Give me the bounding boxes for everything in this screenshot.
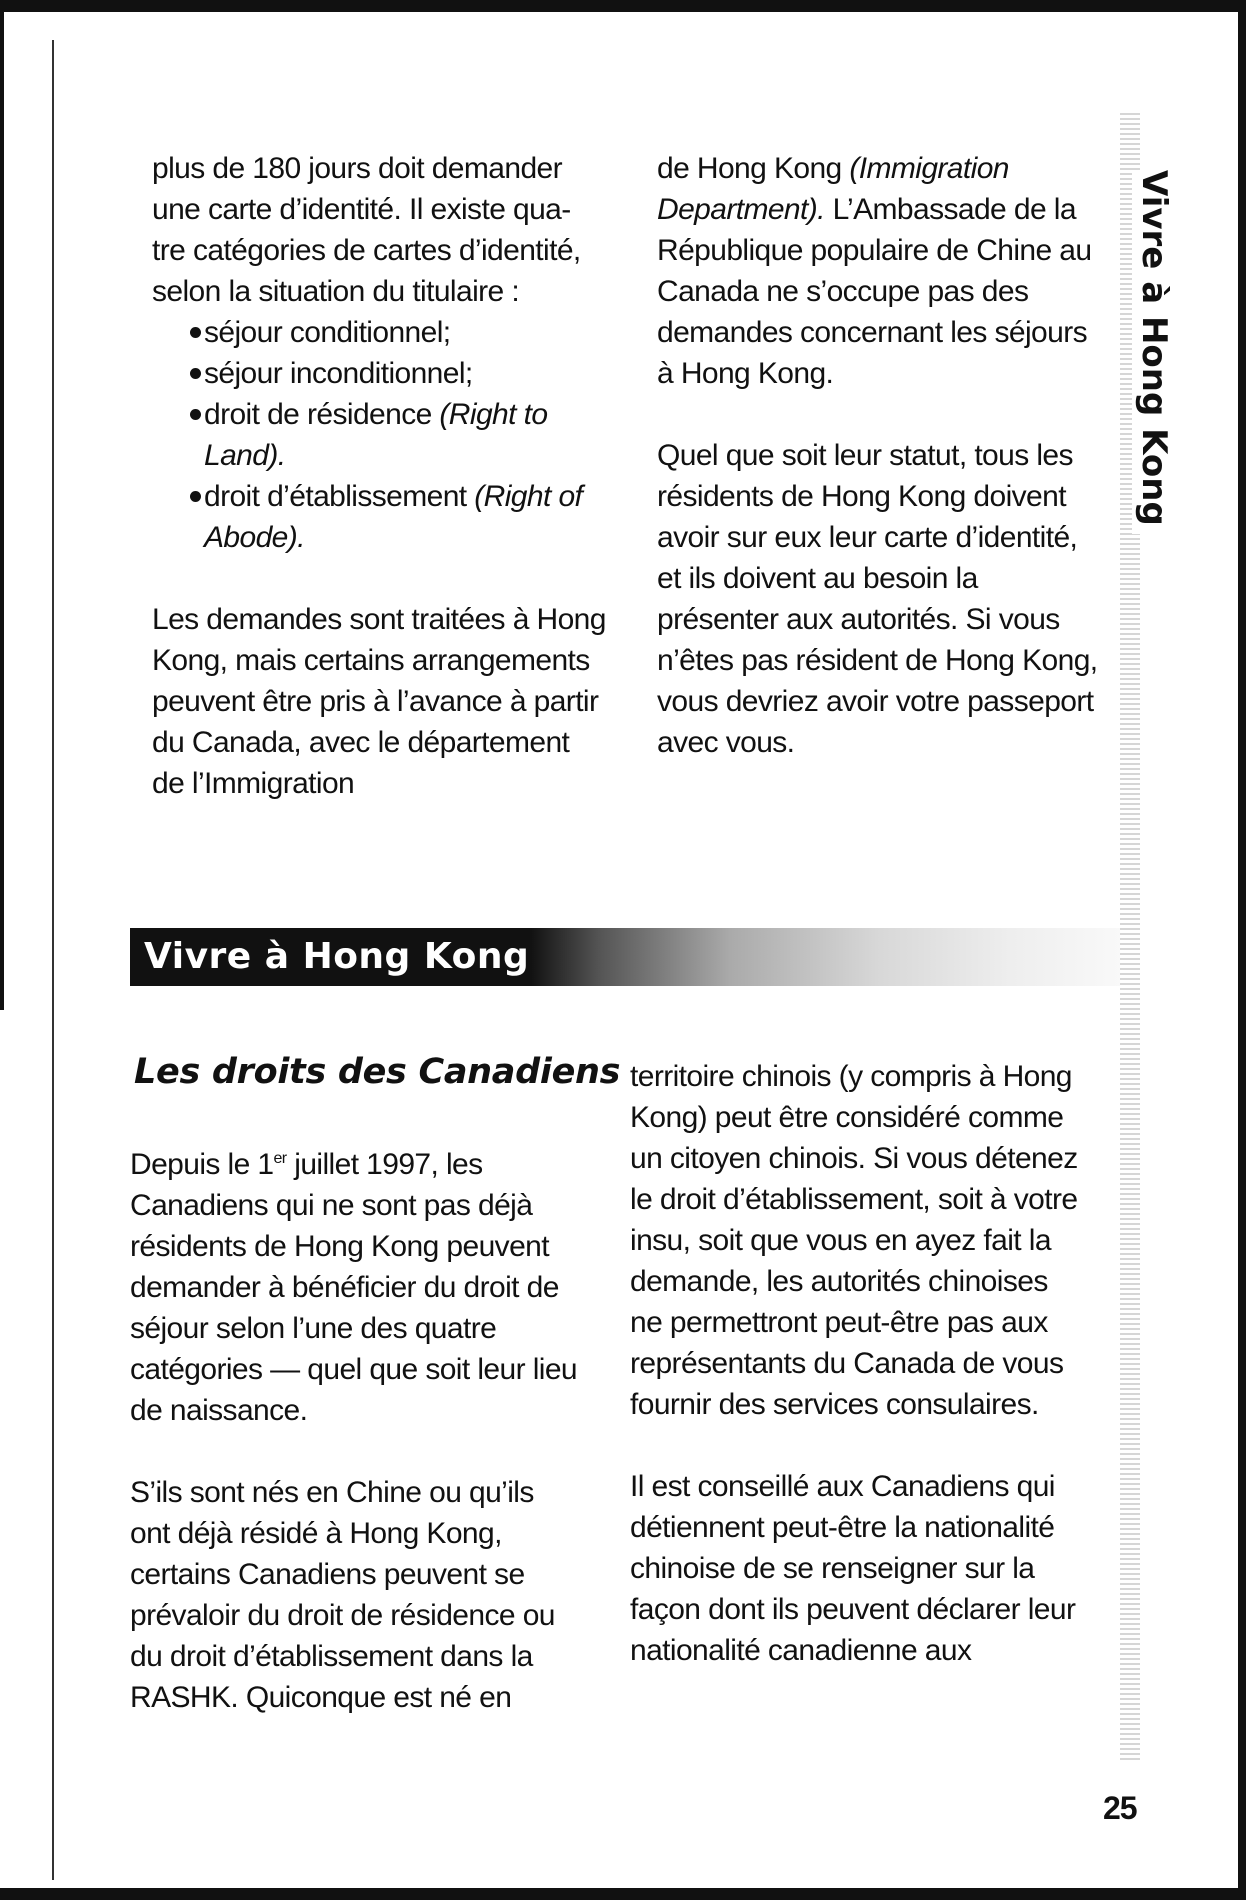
top-left-paragraph-2: Les demandes sont traitées à Hong Kong, mais certains arrangements peuvent être pris à l’avance à partir du Canada, avec le département de l’Immigration xyxy=(152,603,606,800)
bottom-left-paragraph-1: Depuis le 1er juillet 1997, les Canadiens qui ne sont pas déjà résidents de Hong Kong peuvent demander à bénéficier du droit de séjour selon l’une des quatre catégories — quel que soit leur lieu de naissance. xyxy=(130,1148,578,1427)
id-card-category-list xyxy=(152,312,607,558)
list-item: droit de résidence (Right to Land). xyxy=(152,394,607,476)
section-banner xyxy=(130,928,1130,986)
top-right-paragraph-1: de Hong Kong (Immigration Department). L’Ambassade de la République populaire de Chine au Canada ne s’occupe pas des demandes concernant les séjours à Hong Kong. xyxy=(657,152,1092,390)
scan-bottom-border xyxy=(0,1888,1246,1900)
scan-right-edge xyxy=(1238,0,1246,1900)
binding-gutter-line xyxy=(52,40,54,1880)
side-running-title: Vivre à Hong Kong xyxy=(1132,170,1176,534)
top-right-column xyxy=(657,148,1102,763)
banner-title: Vivre à Hong Kong xyxy=(144,936,530,977)
list-item: séjour inconditionnel; xyxy=(152,353,607,394)
section-heading: Les droits des Canadiens xyxy=(134,1052,621,1092)
top-left-intro: plus de 180 jours doit demander une carte d’identité. Il existe qua- tre catégories de cartes d’identité, selon la situation du titulaire : xyxy=(152,152,581,308)
bottom-right-paragraph-1: territoire chinois (y compris à Hong Kong) peut être considéré comme un citoyen chinois. Si vous détenez le droit d’établissement, soit à votre insu, soit que vous en ayez fait la demande, les autorités chinoises ne permettront peut-être pas aux représentants du Canada de vous fournir des services consulaires. xyxy=(630,1060,1078,1421)
page-number: 25 xyxy=(1103,1790,1137,1826)
list-item: séjour conditionnel; xyxy=(152,312,607,353)
list-item: droit d’établissement (Right of Abode). xyxy=(152,476,607,558)
bottom-left-paragraph-2: S’ils sont nés en Chine ou qu’ils ont déjà résidé à Hong Kong, certains Canadiens peuvent se prévaloir du droit de résidence ou du droit d’établissement dans la RASHK. Quiconque est né en xyxy=(130,1476,555,1714)
bottom-left-column xyxy=(130,1138,580,1718)
top-left-column xyxy=(152,148,607,804)
scan-top-border xyxy=(0,0,1246,12)
scan-left-edge xyxy=(0,0,4,1010)
top-right-paragraph-2: Quel que soit leur statut, tous les résidents de Hong Kong doivent avoir sur eux leur carte d’identité, et ils doivent au besoin la présenter aux autorités. Si vous n’êtes pas résident de Hong Kong, vous devriez avoir votre passeport avec vous. xyxy=(657,439,1098,759)
bottom-right-paragraph-2: Il est conseillé aux Canadiens qui détiennent peut-être la nationalité chinoise de se renseigner sur la façon dont ils peuvent déclarer leur nationalité canadienne aux xyxy=(630,1470,1076,1667)
bottom-right-column xyxy=(630,1056,1078,1671)
